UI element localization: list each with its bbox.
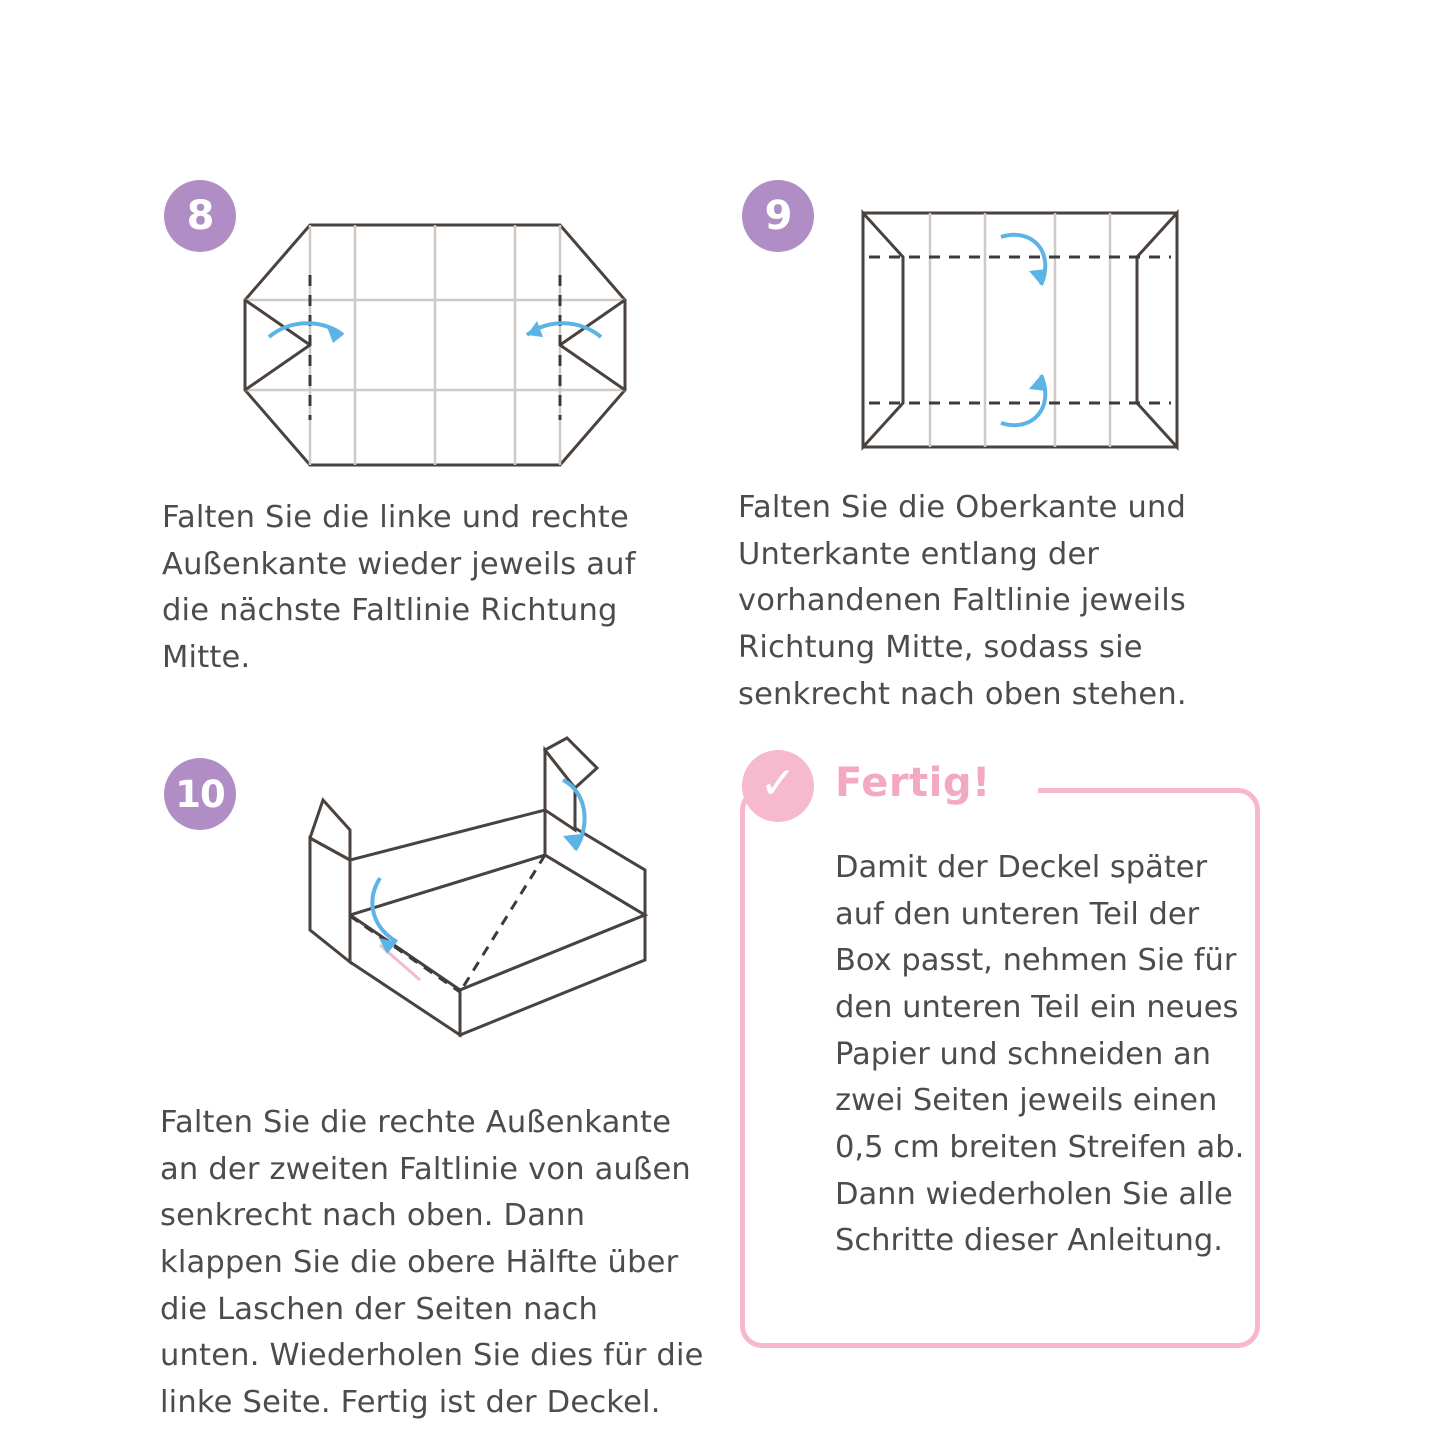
step-8 (150, 165, 690, 705)
step-8-badge: 8 (164, 180, 236, 252)
step-10-caption: Falten Sie die rechte Außenkante an der zweiten Faltlinie von außen senkrecht nach oben. Dann klappen Sie die obere Hälfte über die Laschen der Seiten nach unten. Wiederholen Sie dies für die linke Seite. Fertig ist der Deckel. (160, 1105, 704, 1420)
step-10-figure-open-box-tray-perspective (245, 730, 675, 1064)
check-badge (742, 750, 814, 822)
step-9-figure-rectangle-sheet-top-bottom-folds (855, 205, 1185, 459)
step-10-badge: 10 (164, 758, 236, 830)
step-10 (150, 730, 710, 1420)
step-8-caption: Falten Sie die linke und rechte Außenkante wieder jeweils auf die nächste Faltlinie Richtung Mitte. (162, 500, 636, 675)
step-8-figure-hexagon-sheet-side-folds (235, 215, 635, 479)
step-9-badge: 9 (742, 180, 814, 252)
check-icon: ✓ (759, 758, 797, 809)
done-text: Damit der Deckel später auf den unteren Teil der Box passt, nehmen Sie für den unteren Teil ein neues Papier und schneiden an zwei Seiten jeweils einen 0,5 cm breiten Streifen ab. Dann wiederholen Sie alle Schritte dieser Anleitung. (835, 850, 1245, 1259)
done-title: Fertig! (835, 760, 991, 806)
step-9 (730, 165, 1290, 725)
done-panel (730, 740, 1275, 1360)
step-9-caption: Falten Sie die Oberkante und Unterkante entlang der vorhandenen Faltlinie jeweils Richtung Mitte, sodass sie senkrecht nach oben stehen. (738, 490, 1187, 712)
